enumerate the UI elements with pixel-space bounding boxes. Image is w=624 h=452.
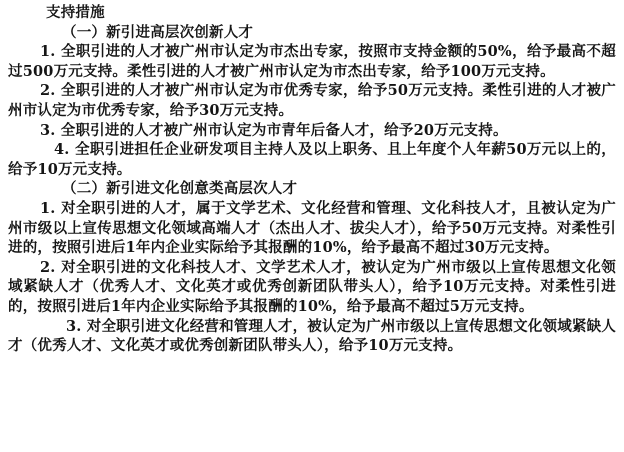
support-measures-heading: 支持措施 — [46, 4, 105, 21]
section-1-item-3: 3. 全职引进的人才被广州市认定为市青年后备人才，给予20万元支持。 — [40, 121, 508, 139]
section-2-item-2: 2. 对全职引进的文化科技人才、文学艺术人才，被认定为广州市级以上宣传思想文化领域紧缺人才（优秀人才、文化英才或优秀创新团队带头人），给予10万元支持。对柔性引进的，按照引进后1年内企业实际给予其报酬的10%，给予最高不超过5万元支持。 — [8, 258, 616, 315]
section-1-item-1: 1. 全职引进的人才被广州市认定为市杰出专家，按照市支持金额的50%，给予最高不超过500万元支持。柔性引进的人才被广州市认定为市杰出专家，给予100万元支持。 — [8, 43, 616, 80]
section-2-heading: （二）新引进文化创意类高层次人才 — [62, 180, 298, 198]
section-1-item-2: 2. 全职引进的人才被广州市认定为市优秀专家，给予50万元支持。柔性引进的人才被广州市认定为市优秀专家，给予30万元支持。 — [8, 82, 616, 119]
section-2-item-3: 3. 对全职引进文化经营和管理人才，被认定为广州市级以上宣传思想文化领域紧缺人才（优秀人才、文化英才或优秀创新团队带头人），给予10万元支持。 — [8, 317, 616, 355]
section-1-item-4: 4. 全职引进担任企业研发项目主持人及以上职务、且上年度个人年薪50万元以上的，给予10万元支持。 — [8, 141, 616, 178]
section-1-heading: （一）新引进高层次创新人才 — [62, 23, 254, 41]
section-2-item-1: 1. 对全职引进的人才，属于文学艺术、文化经营和管理、文化科技人才，且被认定为广州市级以上宣传思想文化领域高端人才（杰出人才、拔尖人才），给予50万元支持。对柔性引进的，按照引进后1年内企业实际给予其报酬的10%，给予最高不超过30万元支持。 — [8, 199, 616, 257]
